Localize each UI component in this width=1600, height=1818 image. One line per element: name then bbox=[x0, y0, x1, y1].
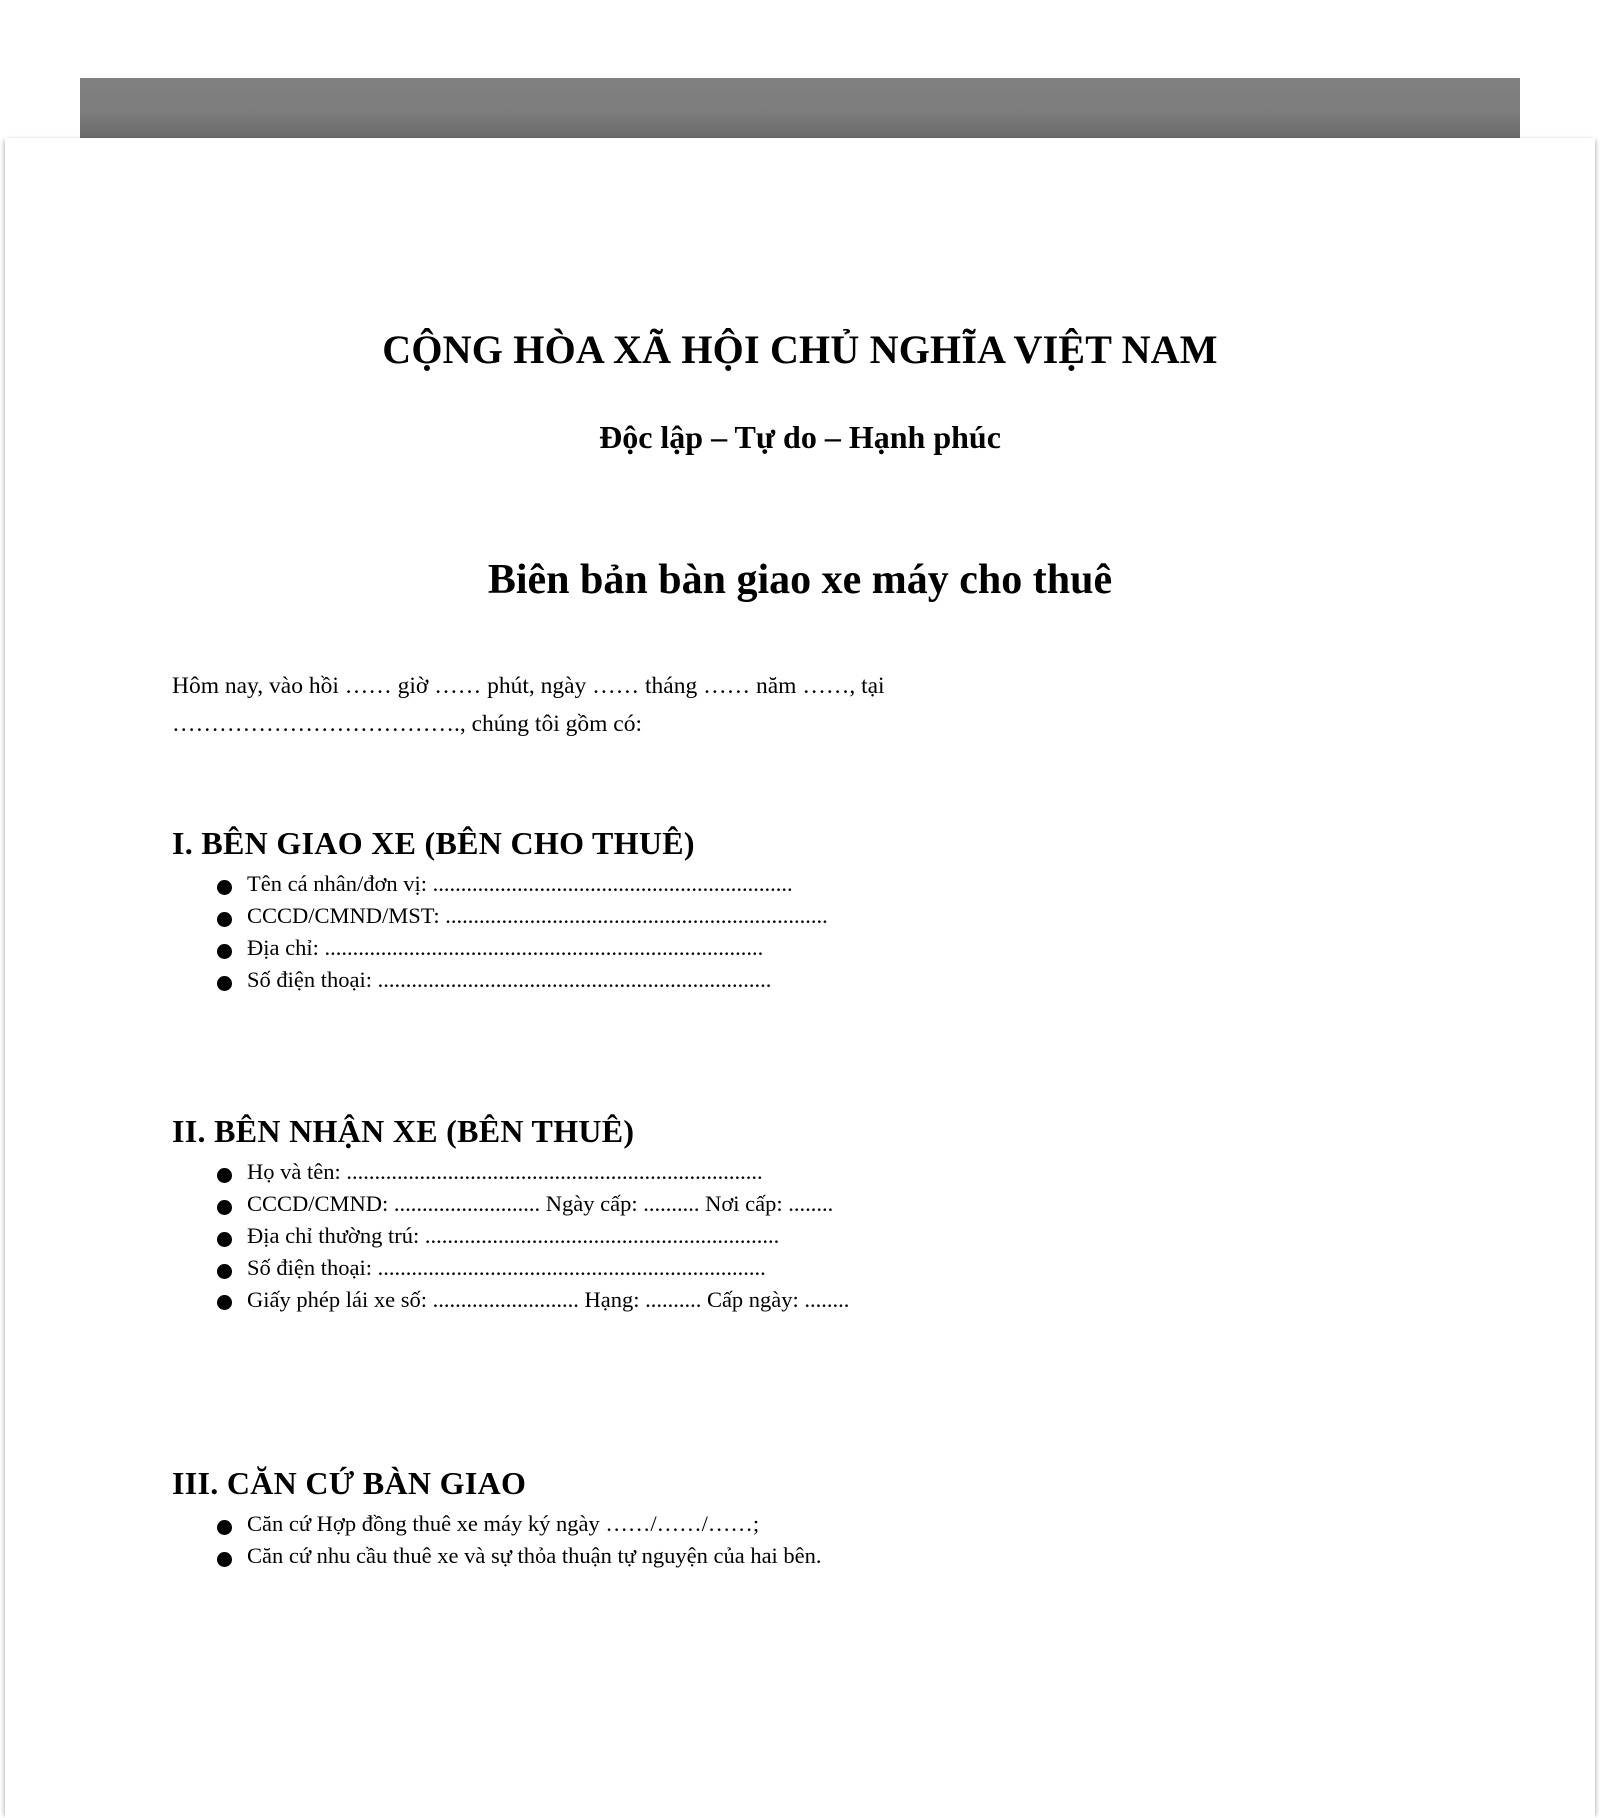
intro-paragraph: Hôm nay, vào hồi …… giờ …… phút, ngày …… tháng …… năm ……, tại ………………………………., chúng tôi gồm có: bbox=[172, 672, 885, 737]
list-item: Căn cứ Hợp đồng thuê xe máy ký ngày ……/……/……; bbox=[217, 1508, 822, 1540]
list-item: Số điện thoại: ...................................................................... bbox=[217, 964, 828, 996]
section-heading-i: I. BÊN GIAO XE (BÊN CHO THUÊ) bbox=[172, 824, 695, 861]
list-item: Số điện thoại: ..................................................................... bbox=[217, 1252, 849, 1284]
list-item: Giấy phép lái xe số: .......................... Hạng: .......... Cấp ngày: ........ bbox=[217, 1284, 849, 1316]
list-item: Địa chỉ thường trú: ............................................................... bbox=[217, 1220, 849, 1252]
list-item: Tên cá nhân/đơn vị: ................................................................ bbox=[217, 868, 828, 900]
list-item: Căn cứ nhu cầu thuê xe và sự thỏa thuận tự nguyện của hai bên. bbox=[217, 1540, 822, 1572]
section-ii-field-list bbox=[217, 1156, 849, 1316]
section-i-field-list bbox=[217, 868, 828, 996]
nation-title: CỘNG HÒA XÃ HỘI CHỦ NGHĨA VIỆT NAM bbox=[382, 327, 1218, 372]
document-header-bar bbox=[80, 78, 1520, 138]
document-page bbox=[5, 138, 1595, 1818]
section-heading-iii: III. CĂN CỨ BÀN GIAO bbox=[172, 1464, 527, 1501]
list-item: CCCD/CMND: .......................... Ngày cấp: .......... Nơi cấp: ........ bbox=[217, 1188, 849, 1220]
document-page-content bbox=[5, 138, 1595, 1818]
section-iii-field-list bbox=[217, 1508, 822, 1572]
list-item: Họ và tên: .......................................................................... bbox=[217, 1156, 849, 1188]
national-motto: Độc lập – Tự do – Hạnh phúc bbox=[599, 419, 1001, 455]
list-item: Địa chỉ: .............................................................................. bbox=[217, 932, 828, 964]
document-title: Biên bản bàn giao xe máy cho thuê bbox=[487, 557, 1113, 604]
section-heading-ii: II. BÊN NHẬN XE (BÊN THUÊ) bbox=[172, 1112, 635, 1149]
list-item: CCCD/CMND/MST: .................................................................... bbox=[217, 900, 828, 932]
